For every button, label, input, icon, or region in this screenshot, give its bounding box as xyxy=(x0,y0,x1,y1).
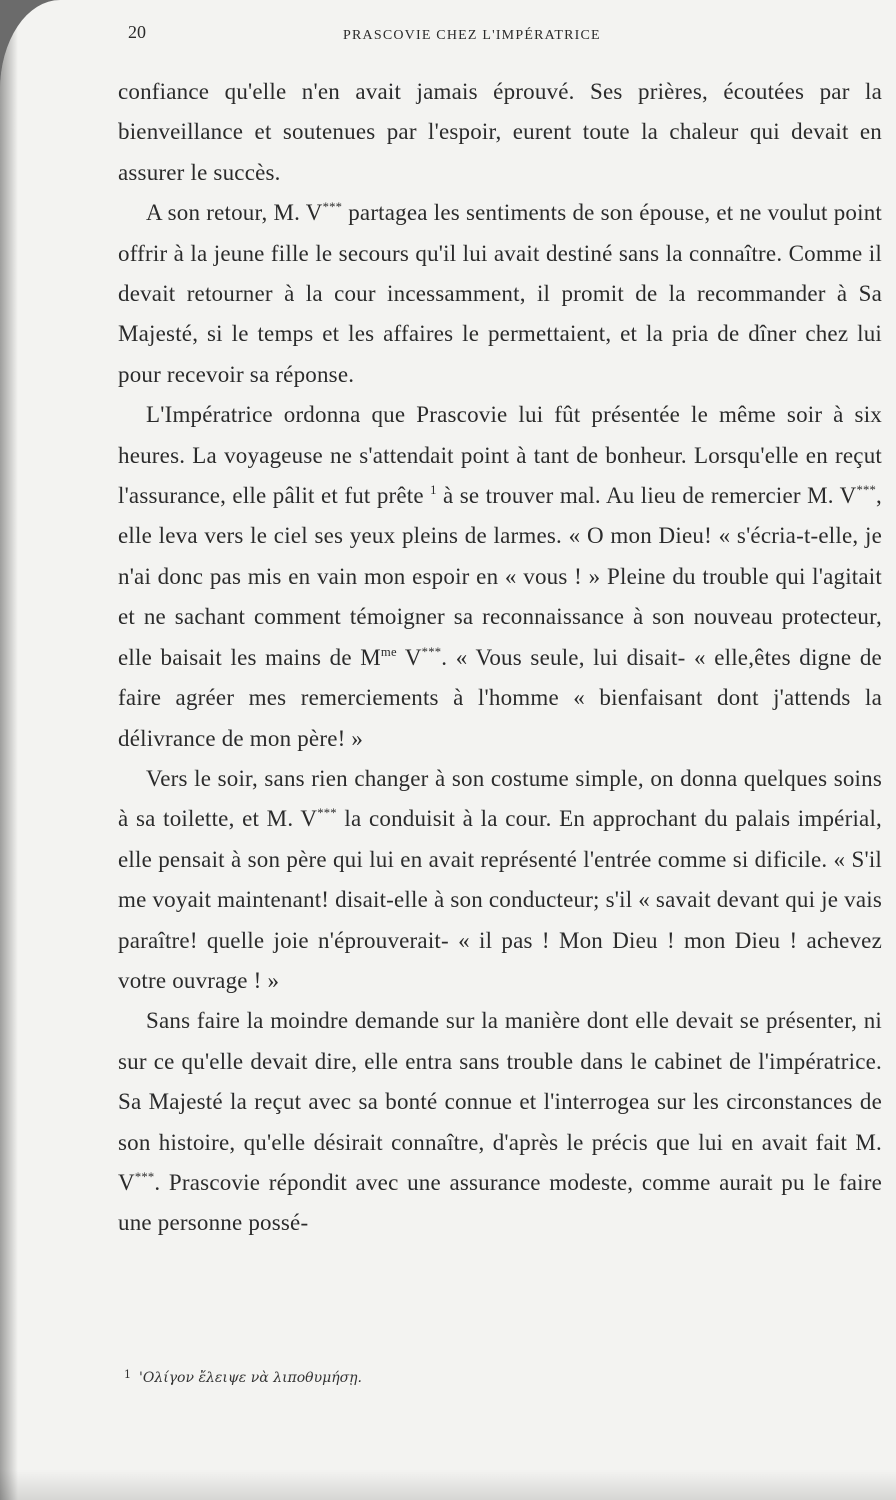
paragraph-5 xyxy=(118,1001,882,1243)
paragraph-2 xyxy=(118,193,882,395)
page-number: 20 xyxy=(128,22,146,42)
footnote xyxy=(124,1368,362,1386)
text-run: , elle leva vers le ciel ses yeux pleins de larmes. « O mon Dieu! « s'écria-t-elle, je n'ai donc pas mis en vain mon espoir en « vous ! » Pleine du trouble qui l'agitait et ne sachant comment témoigner sa reconnaissance à son nouveau protecteur, elle baisait les mains de M xyxy=(118,483,882,670)
text-run: L'Impératrice ordonna que Prascovie lui fût présentée le même soir à six heures. La voyageuse ne s'attendait point à tant de bonheur. Lorsqu'elle en reçut l'assurance, elle pâlit et fut prête xyxy=(118,402,882,509)
text-run: Sans faire la moindre demande sur la manière dont elle devait se présenter, ni sur ce qu'elle devait dire, elle entra sans trouble dans le cabinet de l'impératrice. Sa Majesté la reçut avec sa bonté connue et l'interrogea sur les circonstances de son histoire, qu'elle désirait connaître, d'après le précis que lui en avait fait M. V xyxy=(118,1008,882,1195)
running-head xyxy=(128,22,876,46)
text-run: à se trouver mal. Au lieu de remercier M. V xyxy=(436,483,857,509)
running-title: PRASCOVIE CHEZ L'IMPÉRATRICE xyxy=(343,28,601,43)
footnote-reference: 1 xyxy=(430,483,437,498)
text-run: Vers le soir, sans rien changer à son costume simple, on donna quelques soins à sa toilette, et M. V xyxy=(118,765,882,832)
text-run: partagea les sentiments de son épouse, et ne voulut point offrir à la jeune fille le secours qu'il lui avait destiné sans la connaître. Comme il devait retourner à la cour incessamment, il promit de la recommander à Sa Majesté, si le temps et les affaires le permettaient, et la pria de dîner chez lui pour recevoir sa réponse. xyxy=(118,200,882,387)
superscript-stars: *** xyxy=(856,483,877,498)
text-run: . Prascovie répondit avec une assurance modeste, comme aurait pu le faire une personne possé- xyxy=(118,1169,882,1236)
text-run: la conduisit à la cour. En approchant du palais impérial, elle pensait à son père qui lui en avait représenté l'entrée comme si dificile. « S'il me voyait maintenant! disait-elle à son conducteur; s'il « savait devant qui je vais paraître! quelle joie n'éprouverait- « il pas ! Mon Dieu ! mon Dieu ! achevez votre ouvrage ! » xyxy=(118,806,882,993)
superscript-stars: *** xyxy=(317,806,337,821)
superscript-stars: *** xyxy=(322,200,343,215)
paragraph-3 xyxy=(118,395,882,759)
text-run: A son retour, M. V xyxy=(146,200,323,226)
superscript-stars: *** xyxy=(134,1170,155,1185)
footnote-text: 'Ολίγον ἔλειψε νὰ λιποθυμήσῃ. xyxy=(139,1370,363,1386)
paragraph-1 xyxy=(118,72,882,193)
paragraph-4 xyxy=(118,759,882,1001)
footnote-number: 1 xyxy=(124,1368,131,1381)
text-run: . « Vous seule, lui disait- « elle,êtes digne de faire agréer mes remerciements à l'homme « bienfaisant dont j'attends la délivrance de mon père! » xyxy=(118,644,882,751)
text-run: confiance qu'elle n'en avait jamais éprouvé. Ses prières, écoutées par la bienveillance et soutenues par l'espoir, eurent toute la chaleur qui devait en assurer le succès. xyxy=(118,79,882,185)
superscript-stars: *** xyxy=(421,644,442,659)
body-text xyxy=(118,72,882,1244)
superscript-me: me xyxy=(380,644,397,659)
text-run: V xyxy=(396,644,422,670)
